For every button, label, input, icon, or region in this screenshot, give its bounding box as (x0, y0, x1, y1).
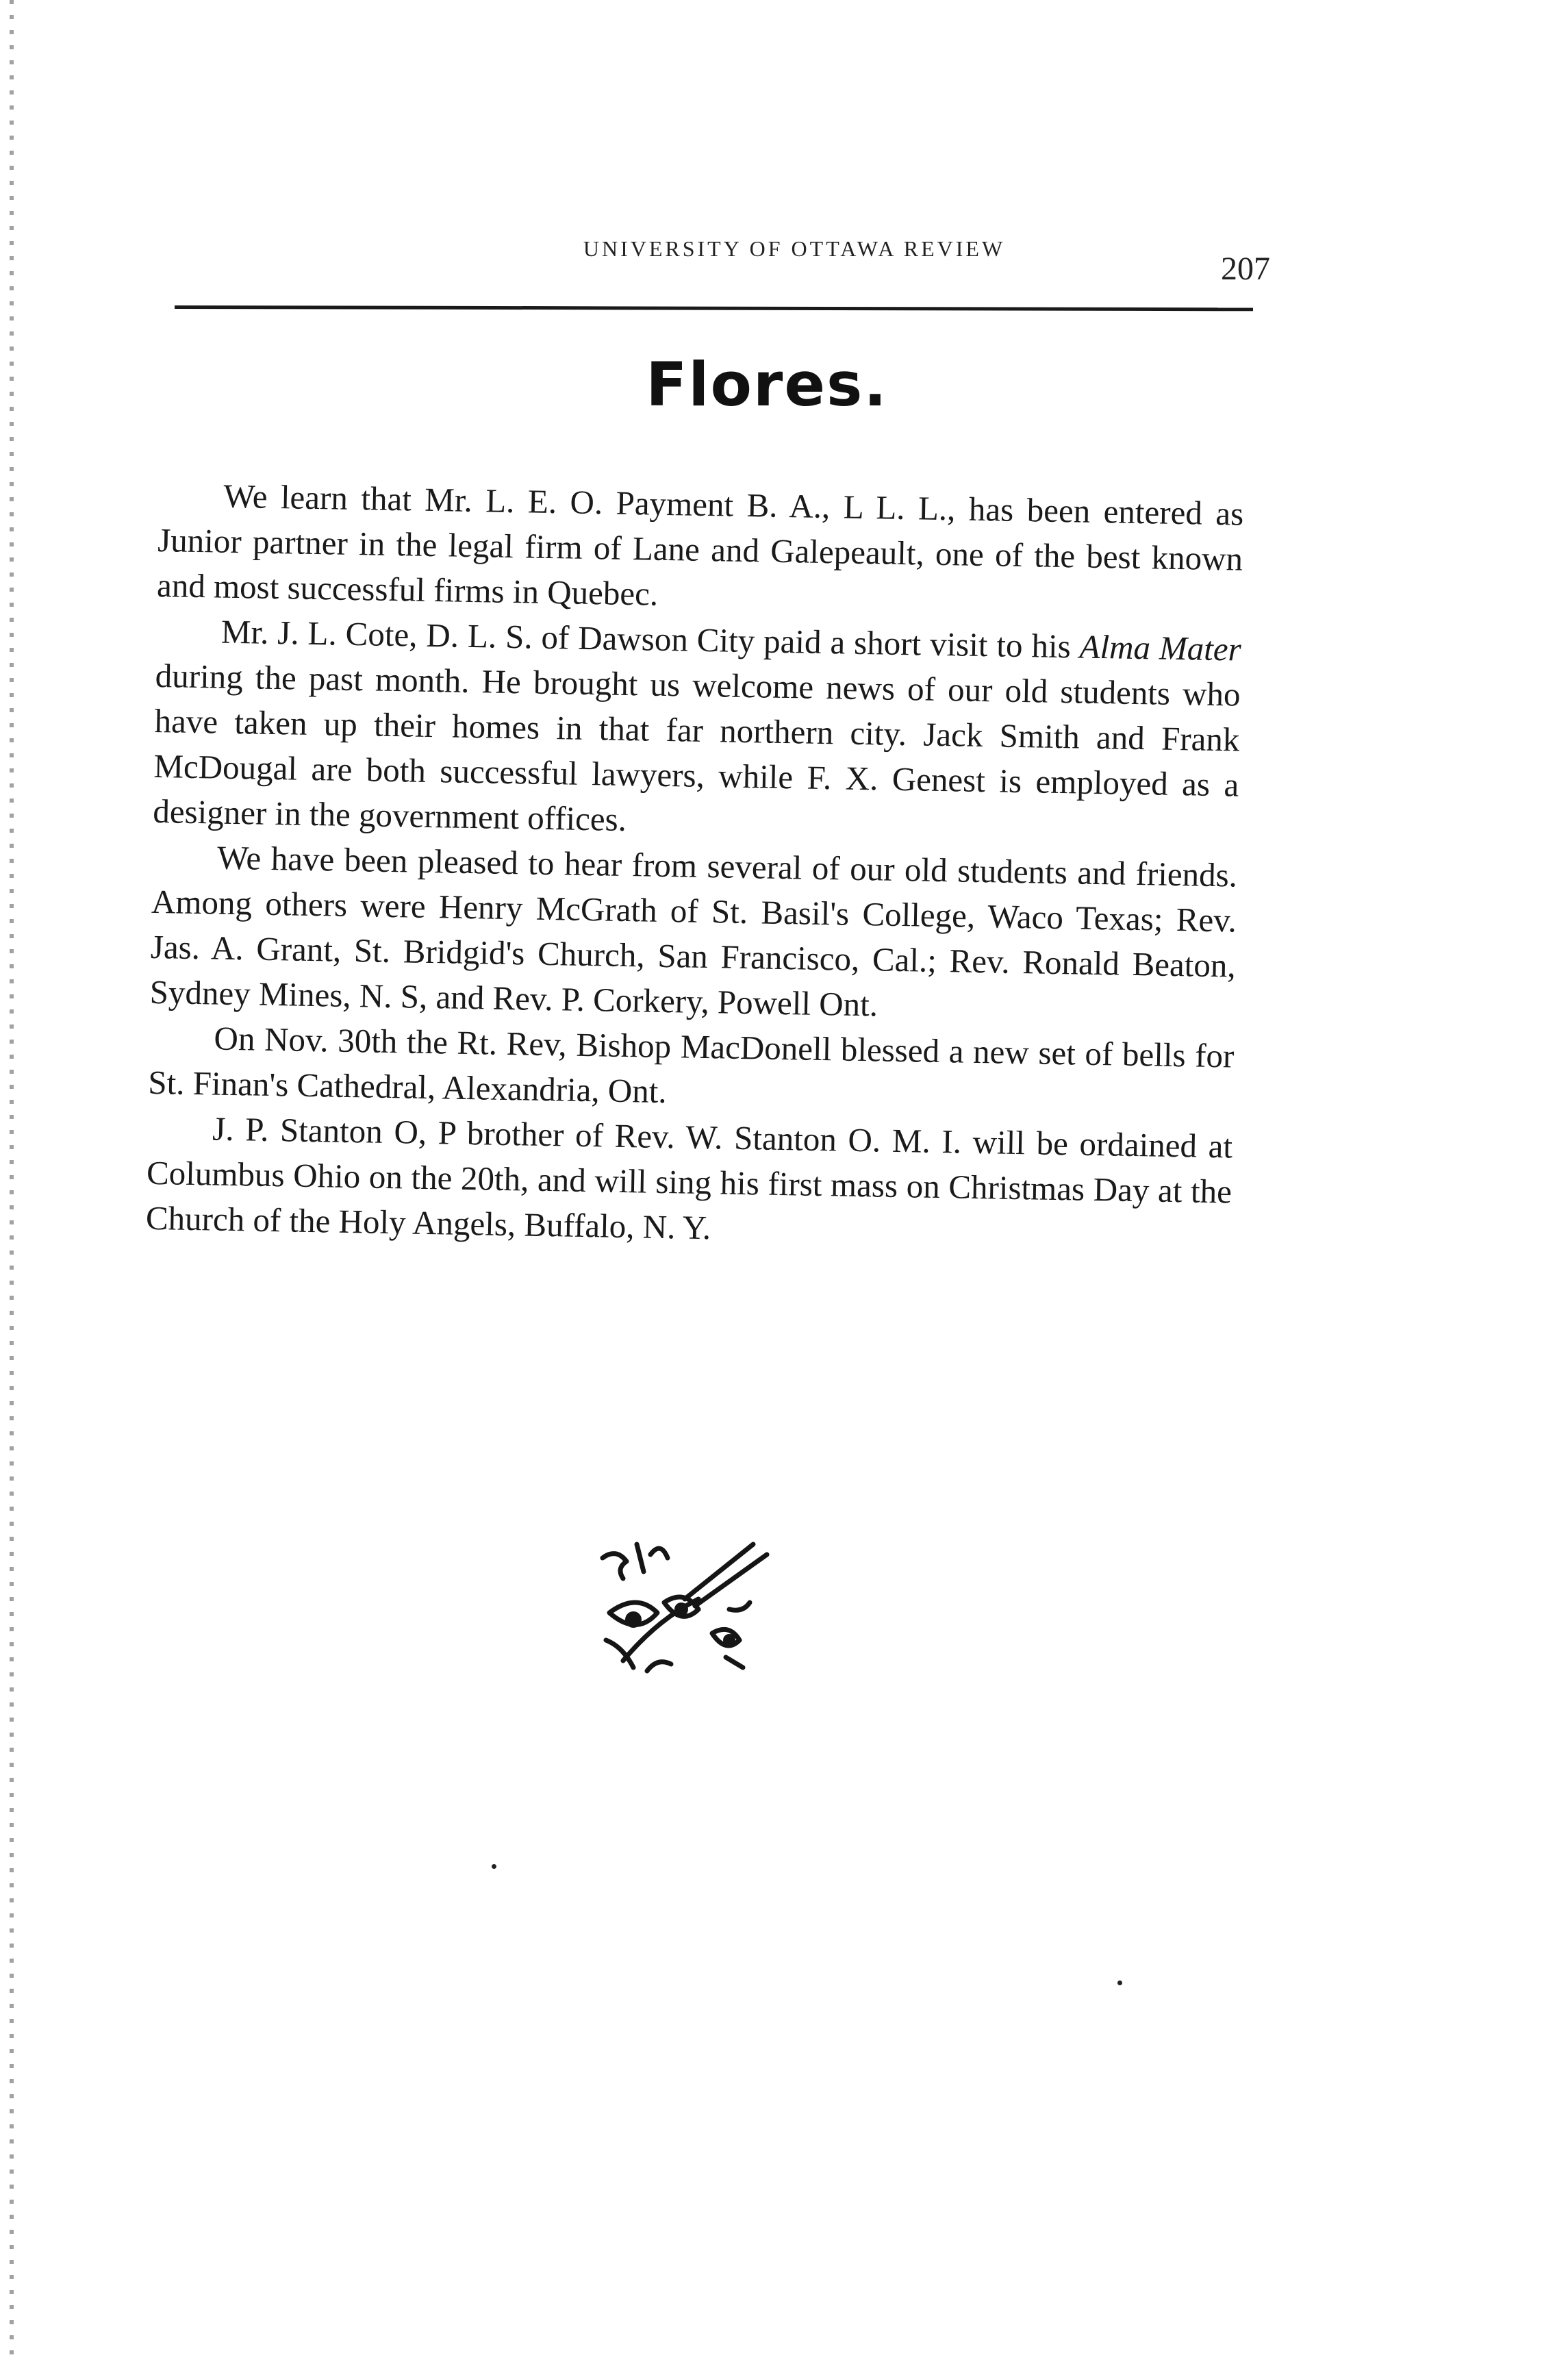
paragraph-cote-lead: Mr. J. L. Cote, D. L. S. of Dawson City paid a short visit to his (220, 612, 1080, 666)
page-number: 207 (1221, 251, 1270, 287)
floral-ornament-icon (582, 1537, 781, 1688)
paragraph-cote (153, 608, 1242, 853)
header-rule (175, 305, 1253, 311)
running-header: UNIVERSITY OF OTTAWA REVIEW (583, 236, 1006, 261)
scan-edge-marks (10, 0, 14, 2364)
ink-speck (492, 1864, 496, 1869)
paragraph-bells: On Nov. 30th the Rt. Rev, Bishop MacDonell blessed a new set of bells for St. Finan's Cathedral, Alexandria, Ont. (147, 1019, 1235, 1111)
paragraph-payment: We learn that Mr. L. E. O. Payment B. A., L L. L., has been entered as Junior partner in the legal firm of Lane and Galepeault, one of the best known and most successful firms in Quebec. (156, 477, 1244, 613)
ink-speck (1117, 1981, 1122, 1985)
paragraph-old-students: We have been pleased to hear from several of our old students and friends. Among others were Henry McGrath of St. Basil's College, Waco Texas; Rev. Jas. A. Grant, St. Bridgid's Church, San Francisco, Cal.; Rev. Ronald Beaton, Sydney Mines, N. S, and Rev. P. Corkery, Powell Ont. (149, 838, 1238, 1024)
article-body (143, 473, 1243, 1374)
paragraph-stanton: J. P. Stanton O, P brother of Rev. W. Stanton O. M. I. will be ordained at Columbus Ohio on the 20th, and will sing his first mass on Christmas Day at the Church of the Holy Angels, Buffalo, N. Y. (145, 1109, 1233, 1247)
paragraph-cote-rest: during the past month. He brought us welcome news of our old students who have taken up their homes in that far northern city. Jack Smith and Frank McDougal are both successful lawyers, while F. X. Genest is employed as a designer in the government offices. (152, 656, 1241, 838)
section-title: Flores. (646, 349, 888, 420)
alma-mater-italic: Alma Mater (1079, 627, 1242, 668)
